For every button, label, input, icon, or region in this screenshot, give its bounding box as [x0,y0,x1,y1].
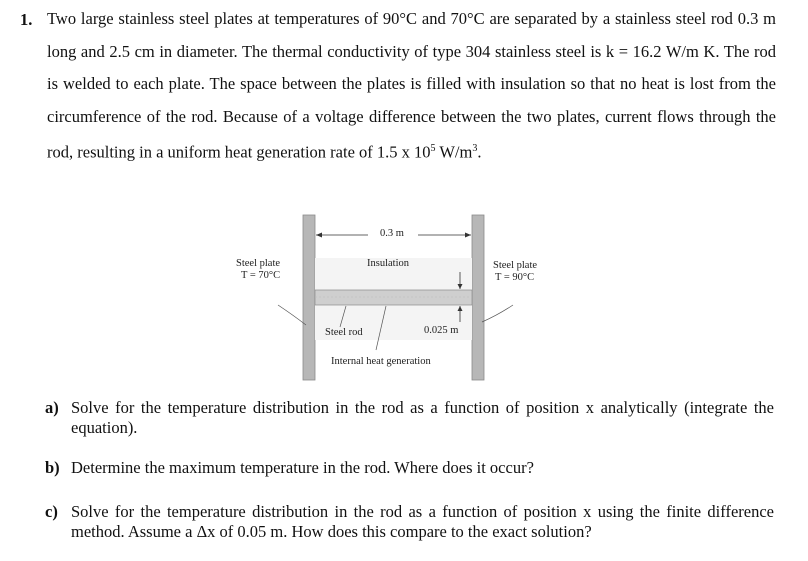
part-b-text: Determine the maximum temperature in the rod. Where does it occur? [71,458,534,477]
right-plate-leader [482,305,513,322]
part-c-letter: c) [45,502,58,521]
part-b-letter: b) [45,458,60,477]
problem-text-units-exponent: 3 [472,143,478,154]
length-label: 0.3 m [380,228,404,239]
steel-rod [315,290,472,305]
insulation-label: Insulation [367,258,409,269]
problem-text [47,3,776,169]
left-plate [303,215,315,380]
left-plate-label: Steel plate [236,258,281,269]
part-a-text: Solve for the temperature distribution in the rod as a function of position x analytically (integrate the equation). [71,398,774,437]
left-plate-leader [278,305,306,325]
left-plate-temp: T = 70°C [241,270,281,281]
rod-label: Steel rod [325,327,363,338]
problem-text-end: . [477,142,482,162]
problem-text-units: W/m [435,142,473,162]
problem-number: 1. [20,10,33,29]
part-c-text: Solve for the temperature distribution in the rod as a function of position x using the finite difference method. Assume a Δx of 0.05 m. How does this compare to the exact solution? [71,502,774,541]
rod-diagram [228,210,568,385]
diameter-label: 0.025 m [424,325,459,336]
problem-text-main: Two large stainless steel plates at temperatures of 90°C and 70°C are separated by a stainless steel rod 0.3 m long and 2.5 cm in diameter. The thermal conductivity of type 304 stainless steel is k = 16.2 W/m K. The rod is welded to each plate. The space between the plates is filled with insulation so that no heat is lost from the circumference of the rod. Because of a voltage difference between the two plates, current flows through the rod, resulting in a uniform heat generation rate of 1.5 x 10 [47,9,776,162]
right-plate-temp: T = 90°C [495,272,535,283]
right-plate-label: Steel plate [493,260,538,271]
right-plate [472,215,484,380]
problem-text-exponent: 5 [430,143,436,154]
generation-label: Internal heat generation [331,356,431,367]
part-a-letter: a) [45,398,59,417]
